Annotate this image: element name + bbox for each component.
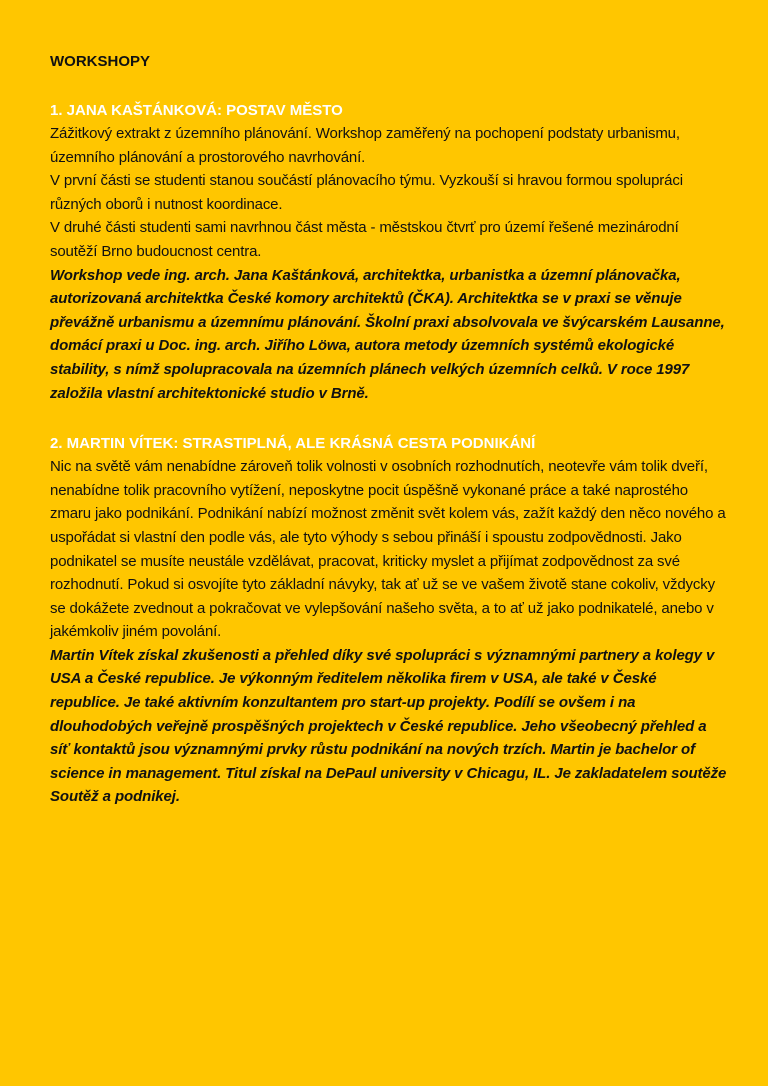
page-title: WORKSHOPY bbox=[50, 53, 151, 70]
workshop-2-heading: 2. MARTIN VÍTEK: STRASTIPLNÁ, ALE KRÁSNÁ CESTA PODNIKÁNÍ bbox=[50, 435, 536, 453]
workshop-1-paragraph-1: Zážitkový extrakt z územního plánování. Workshop zaměřený na pochopení podstaty urbanismu, územního plánování a prostorového navrhování. bbox=[50, 125, 680, 166]
workshop-1-bio: Workshop vede ing. arch. Jana Kaštánková, architektka, urbanistka a územní plánovačka, autorizovaná architektka České komory architektů (ČKA). Architektka se v praxi se věnuje převážně urbanismu a územnímu plánování. Školní praxi absolvovala ve švýcarském Lausanne, domácí praxi u Doc. ing. arch. Jiřího Löwa, autora metody územních systémů ekologické stability, s nímž spolupracovala na územních plánech velkých územních celků. V roce 1997 založila vlastní architektonické studio v Brně. bbox=[50, 266, 725, 402]
workshop-1-paragraph-2: V první části se studenti stanou součástí plánovacího týmu. Vyzkouší si hravou formou spolupráci různých oborů i nutnost koordinace. bbox=[50, 172, 683, 213]
workshop-2 bbox=[50, 433, 728, 809]
workshop-2-bio: Martin Vítek získal zkušenosti a přehled díky své spolupráci s významnými partnery a kolegy v USA a České republice. Je výkonným ředitelem několika firem v USA, ale také v České republice. Je také aktivním konzultantem pro start-up projekty. Podílí se ovšem i na dlouhodobých veřejně prospěšných projektech v České republice. Jeho všeobecný přehled a síť kontaktů jsou významnými prvky růstu podnikání na nových trzích. Martin je bachelor of science in management. Titul získal na DePaul university v Chicagu, IL. Je zakladatelem soutěže Soutěž a podnikej. bbox=[50, 646, 727, 806]
workshop-2-paragraph-1: Nic na světě vám nenabídne zároveň tolik volnosti v osobních rozhodnutích, neotevře vám tolik dveří, nenabídne tolik pracovního vytížení, neposkytne pocit úspěšně vykonané práce a také naprostého zmaru jako podnikání. Podnikání nabízí možnost změnit svět kolem vás, zažít každý den něco nového a uspořádat si vlastní den podle vás, ale tyto výhody s sebou přináší i spoustu zodpovědnosti. Jako podnikatel se musíte neustále vzdělávat, pracovat, kriticky myslet a přijímat zodpovědnost za své rozhodnutí. Pokud si osvojíte tyto základní návyky, tak ať už se ve vašem životě stane cokoliv, vždycky se dokážete zvednout a pokračovat ve vylepšování našeho světa, a to ať už jako podnikatelé, anebo v jakémkoliv jiném povolání. bbox=[50, 458, 726, 641]
workshop-1-heading: 1. JANA KAŠTÁNKOVÁ: POSTAV MĚSTO bbox=[50, 102, 343, 119]
workshop-1 bbox=[50, 100, 728, 405]
workshop-1-paragraph-3: V druhé části studenti sami navrhnou část města - městskou čtvrť pro území řešené mezinárodní soutěží Brno budoucnost centra. bbox=[50, 219, 679, 260]
